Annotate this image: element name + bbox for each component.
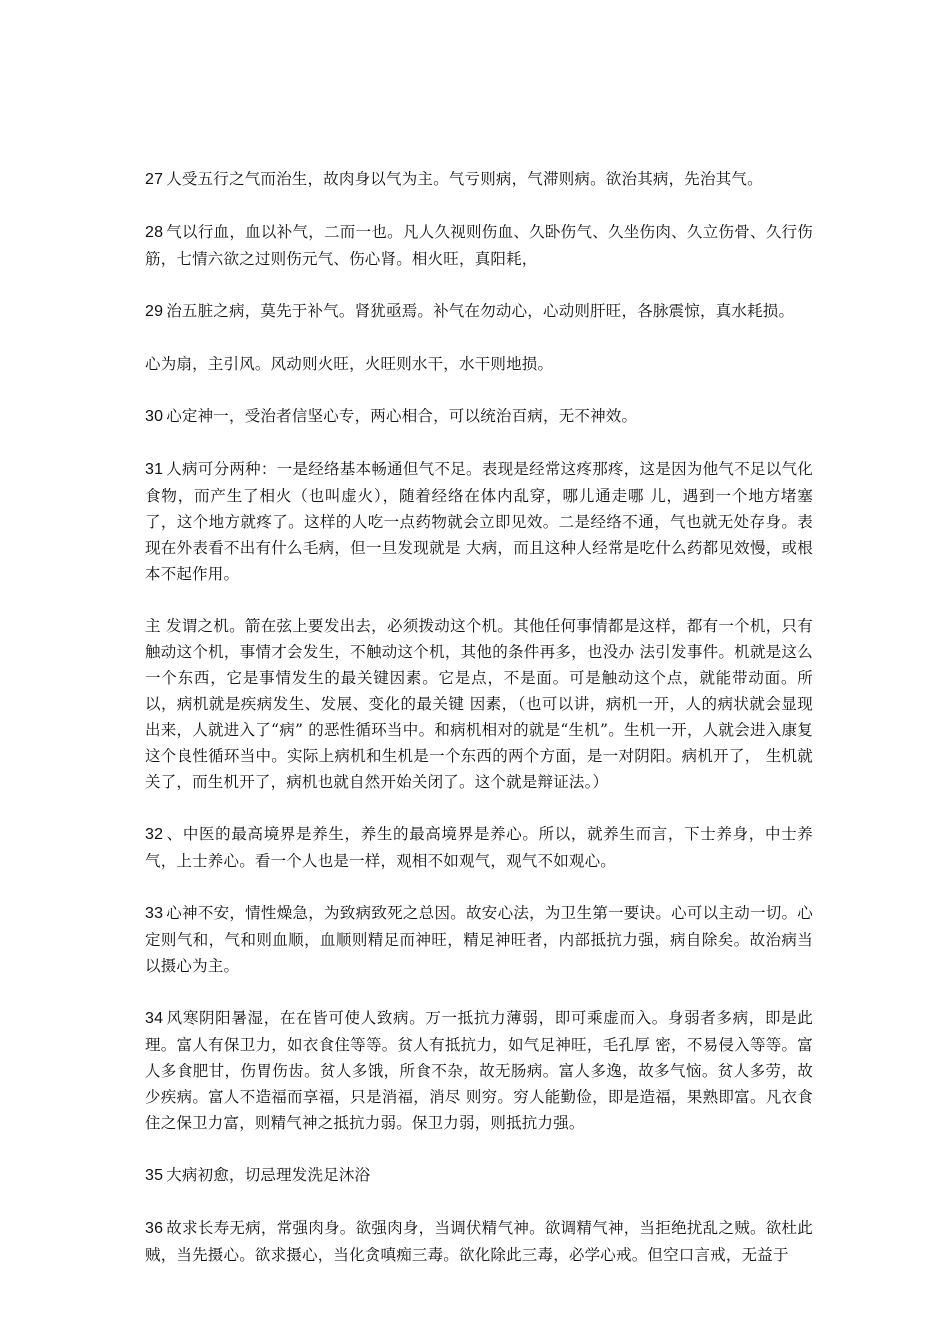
paragraph-31 — [145, 456, 813, 587]
paragraph-32 — [145, 821, 813, 874]
paragraph-28 — [145, 219, 813, 272]
paragraph-35 — [145, 1162, 813, 1189]
paragraph-number: 27 — [145, 171, 164, 188]
paragraph-text: 主 发谓之机。箭在弦上要发出去，必须拨动这个机。其他任何事情都是这样，都有一个机，只有触动这个机，事情才会发生，不触动这个机，其他的条件再多，也没办 法引发事件。机就是这么一个东西，它是事情发生的最关键因素。它是点，不是面。可是触动这个点，就能带动面。所以，病机就是疾病发生、发展、变化的最关键 因素，（也可以讲，病机一开，人的病状就会显现出来，人就进入了“病” 的恶性循环当中。和病机相对的就是“生机”。生机一开，人就会进入康复这个良性循环当中。实际上病机和生机是一个东西的两个方面，是一对阴阳。病机开了， 生机就关了，而生机开了，病机也就自然开始关闭了。这个就是辩证法。） — [145, 617, 813, 791]
paragraph-text: 风寒阴阳暑湿，在在皆可使人致病。万一抵抗力薄弱，即可乘虚而入。身弱者多病，即是此理。富人有保卫力，如衣食住等等。贫人有抵抗力，如气足神旺，毛孔厚 密，不易侵入等等。富人多食肥甘，伤胃伤齿。贫人多饿，所食不杂，故无肠病。富人多逸，故多气恼。贫人多劳，故少疾病。富人不造福而享福，只是消福，消尽 则穷。穷人能勤俭，即是造福，果熟即富。凡衣食住之保卫力富，则精气神之抵抗力弱。保卫力弱，则抵抗力强。 — [145, 1009, 813, 1132]
paragraph-number: 36 — [145, 1220, 164, 1237]
paragraph-text: 大病初愈，切忌理发洗足沐浴 — [166, 1166, 371, 1184]
paragraph-text: 心神不安，情性燥急，为致病致死之总因。故安心法，为卫生第一要诀。心可以主动一切。心定则气和，气和则血顺，血顺则精足而神旺，精足神旺者，内部抵抗力强，病自除矣。故治病当以摄心为主。 — [145, 904, 813, 975]
paragraph-29 — [145, 298, 813, 325]
paragraph-heart-fan — [145, 351, 813, 377]
paragraph-33 — [145, 900, 813, 979]
paragraph-27 — [145, 166, 813, 193]
paragraph-34 — [145, 1005, 813, 1136]
paragraph-number: 34 — [145, 1010, 164, 1027]
paragraph-text: 心为扇，主引风。风动则火旺，火旺则水干，水干则地损。 — [145, 355, 554, 373]
paragraph-number: 28 — [145, 224, 164, 241]
paragraph-30 — [145, 403, 813, 430]
paragraph-number: 30 — [145, 408, 164, 425]
paragraph-text: 治五脏之病，莫先于补气。肾犹亟焉。补气在勿动心，心动则肝旺，各脉震惊，真水耗损。 — [166, 302, 795, 320]
paragraph-number: 31 — [145, 461, 164, 478]
paragraph-number: 35 — [145, 1167, 164, 1184]
paragraph-number: 32 — [145, 826, 164, 843]
paragraph-36 — [145, 1215, 813, 1268]
paragraph-text: 气以行血，血以补气，二而一也。凡人久视则伤血、久卧伤气、久坐伤肉、久立伤骨、久行伤筋，七情六欲之过则伤元气、伤心肾。相火旺，真阳耗， — [145, 223, 813, 268]
document-body — [145, 166, 813, 1294]
paragraph-text: 心定神一，受治者信坚心专，两心相合，可以统治百病，无不神效。 — [166, 407, 638, 425]
paragraph-number: 33 — [145, 905, 164, 922]
paragraph-pathogenesis — [145, 613, 813, 795]
paragraph-number: 29 — [145, 303, 164, 320]
paragraph-text: 人受五行之气而治生，故肉身以气为主。气亏则病，气滞则病。欲治其病，先治其气。 — [166, 170, 763, 188]
paragraph-text: 故求长寿无病，常强肉身。欲强肉身，当调伏精气神。欲调精气神，当拒绝扰乱之贼。欲杜此贼，当先摄心。欲求摄心，当化贪嗔痴三毒。欲化除此三毒，必学心戒。但空口言戒，无益于 — [145, 1219, 813, 1264]
paragraph-text: 、中医的最高境界是养生，养生的最高境界是养心。所以，就养生而言，下士养身，中士养气，上士养心。看一个人也是一样，观相不如观气，观气不如观心。 — [145, 825, 813, 870]
paragraph-text: 人病可分两种：一是经络基本畅通但气不足。表现是经常这疼那疼，这是因为他气不足以气化食物，而产生了相火（也叫虚火），随着经络在体内乱穿，哪儿通走哪 儿，遇到一个地方堵塞了，这个地方就疼了。这样的人吃一点药物就会立即见效。二是经络不通，气也就无处存身。表现在外表看不出有什么毛病，但一旦发现就是 大病，而且这种人经常是吃什么药都见效慢，或根本不起作用。 — [145, 460, 813, 583]
